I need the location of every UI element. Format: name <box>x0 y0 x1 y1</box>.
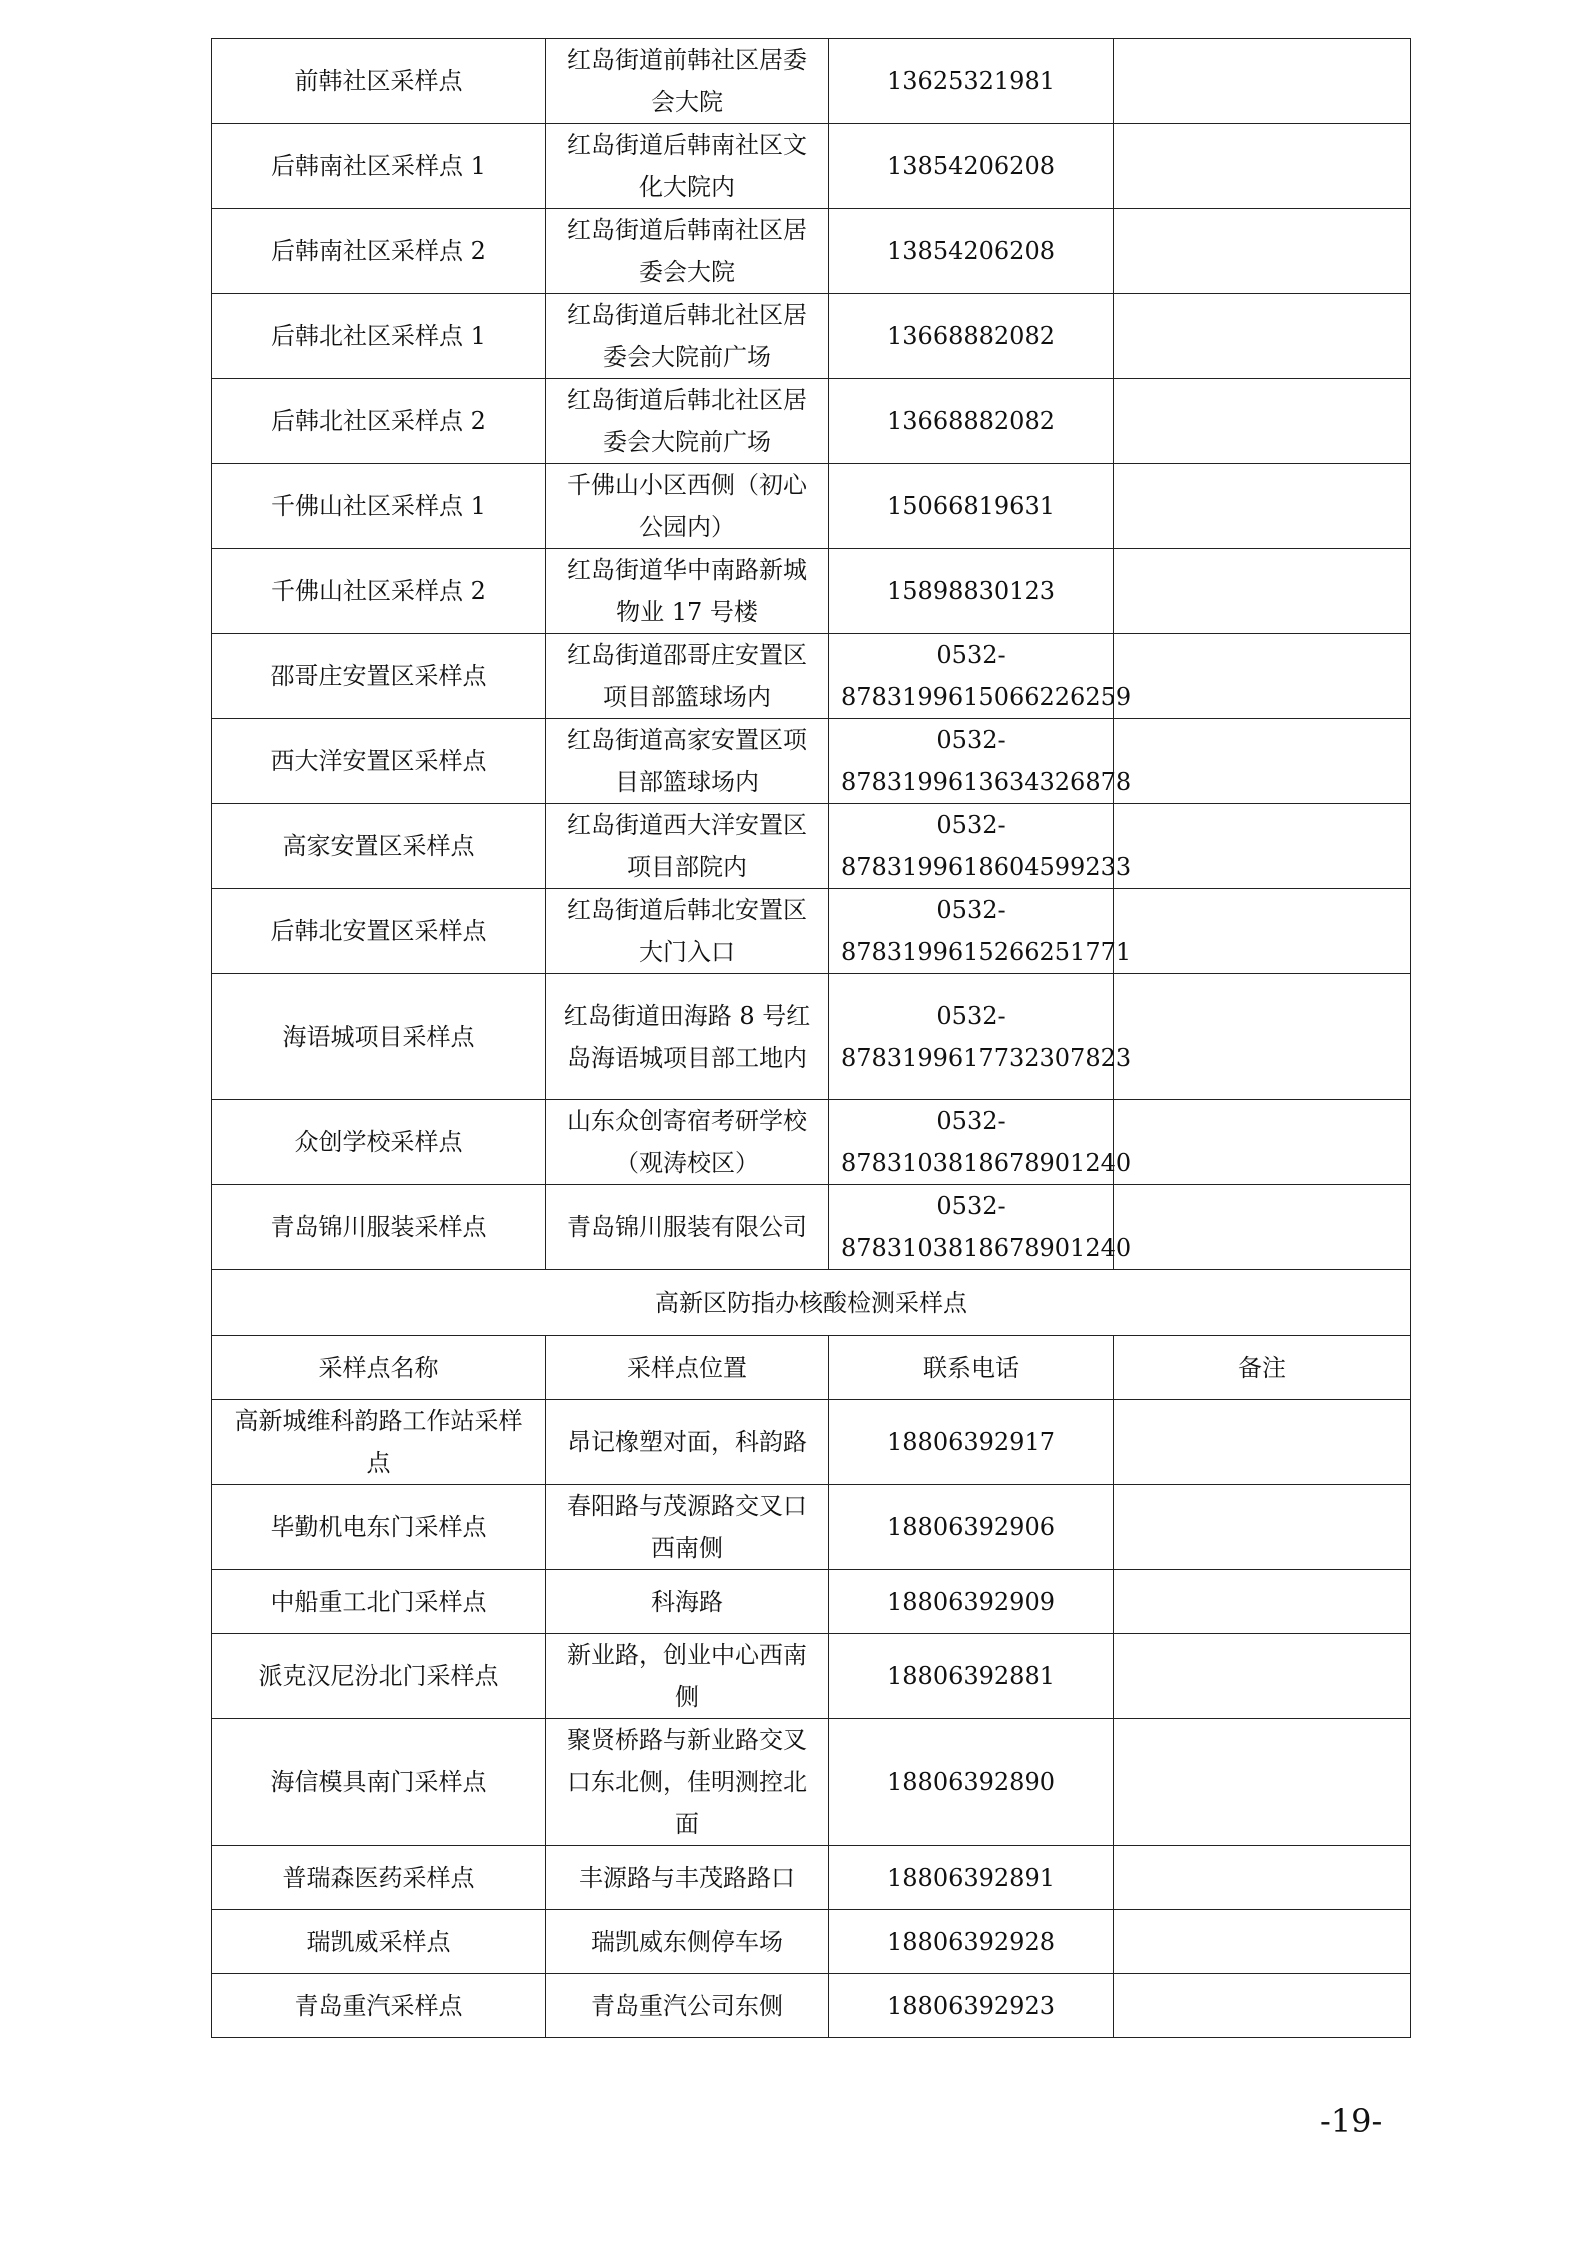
phone-cell <box>829 1846 1114 1910</box>
note-cell <box>1114 1485 1411 1570</box>
cell-line: 15066226259 <box>963 683 1132 711</box>
cell-line: 18806392891 <box>887 1863 1055 1892</box>
table-row <box>212 549 1411 634</box>
cell-line: 18806392909 <box>887 1587 1055 1616</box>
site-location-cell <box>546 1570 829 1634</box>
site-location-cell <box>546 1185 829 1270</box>
site-name-cell: 海语城项目采样点 <box>212 974 546 1100</box>
section-header-body <box>212 1270 1411 1400</box>
site-location-cell <box>546 1400 829 1485</box>
cell-line: 红岛街道后韩北社区 <box>567 301 783 329</box>
site-name-cell: 后韩北社区采样点 1 <box>212 294 546 379</box>
site-location-cell <box>546 1910 829 1974</box>
section-title: 高新区防指办核酸检测采样点 <box>212 1270 1411 1336</box>
cell-line: 区项目部院内 <box>627 811 807 881</box>
site-name-cell <box>212 1974 546 2038</box>
note-cell <box>1114 1719 1411 1846</box>
table-row <box>212 39 1411 124</box>
cell-line: 春阳路与茂源路交叉 <box>567 1492 783 1520</box>
cell-line: 项目部篮球场内 <box>615 726 807 796</box>
table-row <box>212 634 1411 719</box>
site-location-cell <box>546 889 829 974</box>
note-cell <box>1114 889 1411 974</box>
site-location-cell <box>546 1485 829 1570</box>
note-cell <box>1114 1570 1411 1634</box>
cell-line: 城物业 17 号楼 <box>616 556 807 626</box>
site-location-cell <box>546 549 829 634</box>
table-row <box>212 1910 1411 1974</box>
site-location-cell <box>546 209 829 294</box>
cell-line: 18604599233 <box>963 853 1132 881</box>
note-cell <box>1114 209 1411 294</box>
note-cell <box>1114 1400 1411 1485</box>
cell-line: 红岛海语城项目部工 <box>567 1001 811 1072</box>
page-number: -19- <box>1320 2102 1383 2140</box>
phone-cell <box>829 464 1114 549</box>
table-row <box>212 1400 1411 1485</box>
phone-cell <box>829 549 1114 634</box>
cell-line: 13668882082 <box>887 322 1055 350</box>
site-location-cell <box>546 464 829 549</box>
cell-line: 瑞凯威采样点 <box>306 1927 451 1956</box>
site-name-cell: 千佛山社区采样点 1 <box>212 464 546 549</box>
cell-line: 18806392881 <box>887 1662 1055 1690</box>
phone-cell <box>829 379 1114 464</box>
cell-line: 路 <box>783 1428 807 1456</box>
site-location-cell <box>546 294 829 379</box>
site-name-cell: 众创学校采样点 <box>212 1100 546 1185</box>
cell-line: 青岛重汽采样点 <box>294 1991 463 2020</box>
cell-line: 红岛街道前韩社区居 <box>567 46 783 74</box>
cell-line: 18678901240 <box>963 1149 1132 1177</box>
site-name-cell: 高家安置区采样点 <box>212 804 546 889</box>
phone-cell <box>829 1485 1114 1570</box>
cell-line: 红岛街道后韩北社区 <box>567 386 783 414</box>
cell-line: 区大门入口 <box>639 896 807 966</box>
note-cell <box>1114 634 1411 719</box>
site-name-cell: 后韩南社区采样点 2 <box>212 209 546 294</box>
site-name-cell: 后韩北社区采样点 2 <box>212 379 546 464</box>
site-location-cell <box>546 1100 829 1185</box>
cell-line: 13668882082 <box>887 407 1055 435</box>
table-row <box>212 719 1411 804</box>
note-cell <box>1114 804 1411 889</box>
cell-line: 千佛山小区西侧（初 <box>567 471 783 499</box>
cell-line: 山东众创寄宿考研学 <box>567 1107 783 1135</box>
table-row <box>212 464 1411 549</box>
cell-line: 居委会大院前广场 <box>603 386 807 456</box>
table-row <box>212 889 1411 974</box>
note-cell <box>1114 1100 1411 1185</box>
cell-line: 红岛街道高家安置区 <box>567 726 783 754</box>
cell-line: 高新城维科韵路工作站采 <box>234 1407 499 1435</box>
cell-line: 18806392906 <box>887 1513 1055 1541</box>
cell-line: 红岛街道后韩南社区 <box>567 131 783 159</box>
table-row <box>212 1185 1411 1270</box>
cell-line: 南侧 <box>675 1641 807 1711</box>
cell-line: 15266251771 <box>963 938 1132 966</box>
phone-cell <box>829 1910 1114 1974</box>
cell-line: 叉口东北侧，佳明测 <box>567 1726 807 1796</box>
cell-line: 15898830123 <box>887 577 1055 605</box>
cell-line: 红岛街道后韩北安置 <box>567 896 783 924</box>
cell-line: 13625321981 <box>887 67 1055 95</box>
site-name-cell <box>212 1570 546 1634</box>
phone-cell <box>829 294 1114 379</box>
cell-line: 委会大院 <box>651 46 807 116</box>
note-cell <box>1114 1910 1411 1974</box>
table-row <box>212 124 1411 209</box>
section-title-row <box>212 1270 1411 1336</box>
phone-cell <box>829 1185 1132 1270</box>
cell-line: 海信模具南门采样点 <box>270 1768 487 1796</box>
site-name-cell <box>212 1485 546 1570</box>
cell-line: 样点 <box>366 1407 523 1477</box>
cell-line: 普瑞森医药采样点 <box>282 1863 475 1892</box>
site-name-cell <box>212 1400 546 1485</box>
cell-line: 科海路 <box>651 1587 723 1616</box>
phone-cell <box>829 804 1132 889</box>
cell-line: 司 <box>783 1213 807 1241</box>
header-note: 备注 <box>1114 1336 1411 1400</box>
cell-line: 毕勤机电东门采样点 <box>270 1513 487 1541</box>
site-location-cell <box>546 1719 829 1846</box>
header-name: 采样点名称 <box>212 1336 546 1400</box>
note-cell <box>1114 549 1411 634</box>
note-cell <box>1114 1846 1411 1910</box>
site-location-cell <box>546 974 829 1100</box>
cell-line: 18806392923 <box>887 1991 1055 2020</box>
phone-cell <box>829 719 1132 804</box>
cell-line: 区项目部篮球场内 <box>603 641 807 711</box>
cell-line: 聚贤桥路与新业路交 <box>567 1726 783 1754</box>
site-location-cell <box>546 1974 829 2038</box>
phone-cell <box>829 974 1132 1100</box>
cell-line: 红岛街道田海路 8 号 <box>563 1001 787 1030</box>
cell-line: 0532-87831038 <box>841 1107 1006 1177</box>
table-row <box>212 1719 1411 1846</box>
cell-line: 口西南侧 <box>651 1492 807 1562</box>
cell-line: 瑞凯威东侧停车场 <box>591 1927 783 1956</box>
cell-line: 13634326878 <box>963 768 1132 796</box>
site-name-cell: 西大洋安置区采样点 <box>212 719 546 804</box>
table-row <box>212 1634 1411 1719</box>
sampling-points-table <box>211 38 1411 2038</box>
phone-cell <box>829 39 1114 124</box>
site-location-cell <box>546 634 829 719</box>
cell-line: 新业路，创业中心西 <box>567 1641 783 1669</box>
note-cell <box>1114 1974 1411 2038</box>
cell-line: 18806392890 <box>887 1768 1055 1796</box>
table-row <box>212 1100 1411 1185</box>
site-location-cell <box>546 379 829 464</box>
cell-line: 0532-87831996 <box>841 811 1006 881</box>
phone-cell <box>829 634 1132 719</box>
site-location-cell <box>546 804 829 889</box>
table-row <box>212 1570 1411 1634</box>
table-row <box>212 209 1411 294</box>
phone-cell <box>829 1634 1114 1719</box>
note-cell <box>1114 124 1411 209</box>
site-name-cell <box>212 1846 546 1910</box>
site-location-cell <box>546 124 829 209</box>
note-cell <box>1114 719 1411 804</box>
site-name-cell: 后韩北安置区采样点 <box>212 889 546 974</box>
cell-line: 0532-87831996 <box>841 1001 1006 1072</box>
cell-line: 居委会大院前广场 <box>603 301 807 371</box>
table-row <box>212 974 1411 1100</box>
cell-line: 派克汉尼汾北门采样点 <box>258 1662 499 1690</box>
site-name-cell <box>212 1634 546 1719</box>
site-location-cell <box>546 39 829 124</box>
column-header-row <box>212 1336 1411 1400</box>
cell-line: 校（观涛校区） <box>615 1107 807 1177</box>
table-row <box>212 1485 1411 1570</box>
cell-line: 青岛锦川服装有限公 <box>567 1213 783 1241</box>
cell-line: 红岛街道华中南路新 <box>567 556 783 584</box>
cell-line: 控北面 <box>675 1768 807 1838</box>
cell-line: 昂记橡塑对面，科韵 <box>567 1428 783 1456</box>
cell-line: 居委会大院 <box>639 216 807 286</box>
cell-line: 18806392928 <box>887 1927 1055 1956</box>
phone-cell <box>829 1100 1132 1185</box>
site-location-cell <box>546 1846 829 1910</box>
note-cell <box>1114 974 1411 1100</box>
cell-line: 18678901240 <box>963 1234 1132 1262</box>
cell-line: 心公园内） <box>639 471 807 541</box>
site-location-cell <box>546 1634 829 1719</box>
note-cell <box>1114 294 1411 379</box>
phone-cell <box>829 124 1114 209</box>
cell-line: 中船重工北门采样点 <box>270 1587 487 1616</box>
table-body-part-1 <box>212 39 1411 1270</box>
site-location-cell <box>546 719 829 804</box>
table-row <box>212 1846 1411 1910</box>
cell-line: 丰源路与丰茂路路口 <box>579 1863 795 1892</box>
phone-cell <box>829 1974 1114 2038</box>
site-name-cell: 千佛山社区采样点 2 <box>212 549 546 634</box>
table-row <box>212 294 1411 379</box>
note-cell <box>1114 1185 1411 1270</box>
cell-line: 红岛街道邵哥庄安置 <box>567 641 783 669</box>
note-cell <box>1114 379 1411 464</box>
cell-line: 13854206208 <box>887 237 1055 265</box>
cell-line: 13854206208 <box>887 152 1055 180</box>
cell-line: 文化大院内 <box>639 131 807 201</box>
cell-line: 0532-87831996 <box>841 641 1006 711</box>
cell-line: 红岛街道后韩南社区 <box>567 216 783 244</box>
site-name-cell: 后韩南社区采样点 1 <box>212 124 546 209</box>
cell-line: 15066819631 <box>887 492 1055 520</box>
table-row <box>212 1974 1411 2038</box>
cell-line: 17732307823 <box>963 1043 1132 1072</box>
phone-cell <box>829 1570 1114 1634</box>
cell-line: 青岛重汽公司东侧 <box>591 1991 783 2020</box>
cell-line: 地内 <box>759 1043 807 1072</box>
note-cell <box>1114 1634 1411 1719</box>
site-name-cell: 邵哥庄安置区采样点 <box>212 634 546 719</box>
site-name-cell: 青岛锦川服装采样点 <box>212 1185 546 1270</box>
cell-line: 红岛街道西大洋安置 <box>567 811 783 839</box>
table-body-part-2 <box>212 1400 1411 2038</box>
cell-line: 0532-87831996 <box>841 726 1006 796</box>
phone-cell <box>829 1719 1114 1846</box>
phone-cell <box>829 889 1132 974</box>
cell-line: 0532-87831996 <box>841 896 1006 966</box>
note-cell <box>1114 39 1411 124</box>
phone-cell <box>829 1400 1114 1485</box>
cell-line: 18806392917 <box>887 1428 1055 1456</box>
table-row <box>212 804 1411 889</box>
phone-cell <box>829 209 1114 294</box>
header-location: 采样点位置 <box>546 1336 829 1400</box>
site-name-cell <box>212 1910 546 1974</box>
site-name-cell <box>212 1719 546 1846</box>
site-name-cell: 前韩社区采样点 <box>212 39 546 124</box>
cell-line: 0532-87831038 <box>841 1192 1006 1262</box>
note-cell <box>1114 464 1411 549</box>
header-phone: 联系电话 <box>829 1336 1114 1400</box>
table-row <box>212 379 1411 464</box>
